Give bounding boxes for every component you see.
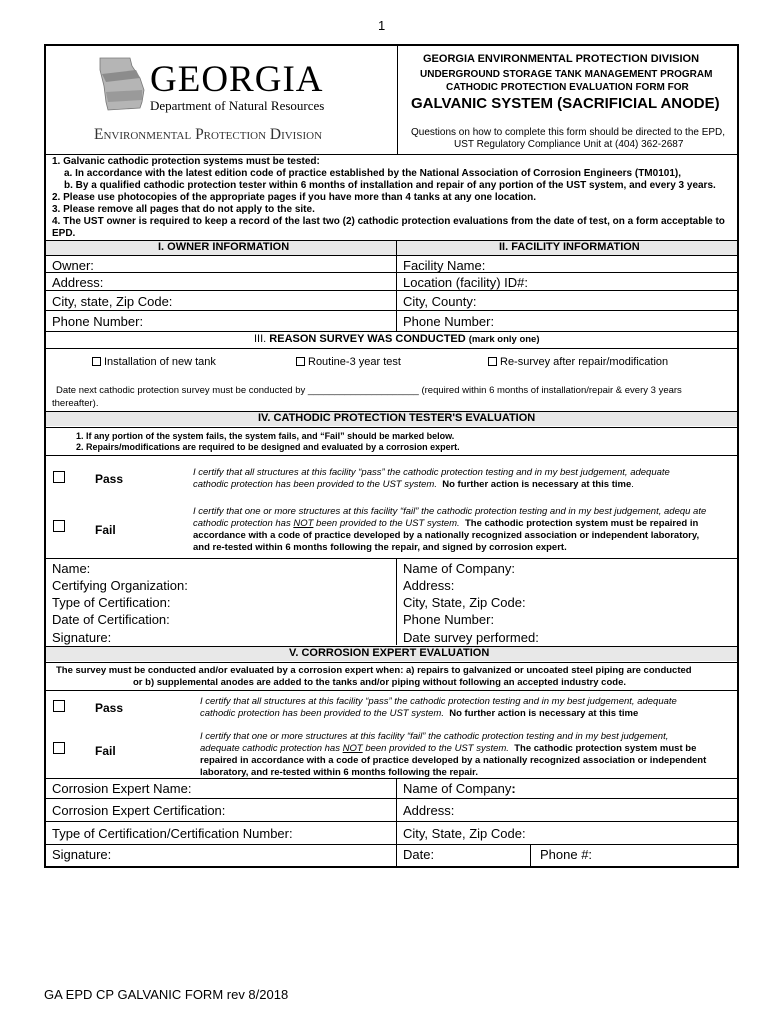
next-survey-date-line-2: thereafter). <box>52 398 99 409</box>
instruction-1: 1. Galvanic cathodic protection systems must be tested: <box>52 156 320 167</box>
owner-city-field[interactable]: City, state, Zip Code: <box>52 294 173 309</box>
instruction-1b: b. By a qualified cathodic protection tester within 6 months of installation and repair of any portion of the UST system, and every 3 years. <box>64 180 716 191</box>
tester-cert-type-field[interactable]: Type of Certification: <box>52 595 171 610</box>
tester-cert-date-field[interactable]: Date of Certification: <box>52 612 170 627</box>
tester-org-field[interactable]: Certifying Organization: <box>52 578 188 593</box>
corrosion-expert-heading: V. CORROSION EXPERT EVALUATION <box>289 647 490 659</box>
questions-line-1: Questions on how to complete this form should be directed to the EPD, <box>411 127 726 138</box>
survey-date-field[interactable]: Date survey performed: <box>403 630 539 645</box>
facility-county-field[interactable]: City, County: <box>403 294 477 309</box>
tester-note-2: 2. Repairs/modifications are required to be designed and evaluated by a corrosion expert. <box>76 442 460 452</box>
page-number: 1 <box>378 18 386 33</box>
tester-fail-checkbox[interactable] <box>53 520 65 532</box>
logo-word: GEORGIA <box>150 59 324 100</box>
expert-pass-checkbox[interactable] <box>53 700 65 712</box>
owner-info-heading: I. OWNER INFORMATION <box>158 241 290 253</box>
tester-phone-field[interactable]: Phone Number: <box>403 612 495 627</box>
agency-name: GEORGIA ENVIRONMENTAL PROTECTION DIVISION <box>423 53 700 65</box>
option-new-tank[interactable]: Installation of new tank <box>92 356 216 368</box>
expert-signature-field[interactable]: Signature: <box>52 847 112 862</box>
expert-fail-label: Fail <box>95 744 116 758</box>
tester-pass-label: Pass <box>95 472 124 486</box>
form-title: GALVANIC SYSTEM (SACRIFICIAL ANODE) <box>411 95 720 112</box>
tester-company-field[interactable]: Name of Company: <box>403 561 515 576</box>
logo-block <box>90 54 355 146</box>
tester-note-1: 1. If any portion of the system fails, the system fails, and “Fail” should be marked below. <box>76 431 455 441</box>
facility-name-field[interactable]: Facility Name: <box>403 258 486 273</box>
expert-address-field[interactable]: Address: <box>403 803 455 818</box>
instruction-4-cont: EPD. <box>52 228 76 239</box>
instruction-1a: a. In accordance with the latest edition code of practice established by the National Association of Corrosion Engineers (TM0101), <box>64 168 681 179</box>
expert-note-1: The survey must be conducted and/or evaluated by a corrosion expert when: a) repairs to galvanized or uncoated steel piping are conducted <box>56 665 692 676</box>
expert-fail-statement: I certify that one or more structures at this facility “fail” the cathodic protection testing and in my best judgement, adequate cathodic protection has NOT been provided to the UST system. The cathodic protection system must be repaired in accordance with a code of practice developed by a nationally recognized association or independent laboratory, and re-tested within 6 months following the repair. <box>200 731 707 778</box>
tester-signature-field[interactable]: Signature: <box>52 630 112 645</box>
checkbox-re-survey[interactable] <box>488 357 497 366</box>
tester-fail-statement: I certify that one or more structures at this facility “fail” the cathodic protection testing and in my best judgement, adequ ate cathodic protection has NOT been provided to the UST system. The cathodic protection system must be repaired in accordance with a code of practice developed by a nationally recognized association or independent laboratory, and re-tested within 6 months following the repair, and signed by corrosion expert. <box>193 506 707 553</box>
tester-name-field[interactable]: Name: <box>52 561 91 576</box>
owner-field[interactable]: Owner: <box>52 258 94 273</box>
questions-line-2: UST Regulatory Compliance Unit at (404) 362-2687 <box>454 139 684 150</box>
tester-fail-label: Fail <box>95 523 116 537</box>
reason-heading: III. REASON SURVEY WAS CONDUCTED (mark only one) <box>254 333 540 345</box>
expert-pass-label: Pass <box>95 701 124 715</box>
program-name: UNDERGROUND STORAGE TANK MANAGEMENT PROGRAM <box>420 69 713 80</box>
option-re-survey[interactable]: Re-survey after repair/modification <box>488 356 668 368</box>
expert-pass-statement: I certify that all structures at this facility “pass” the cathodic protection testing and in my best judgement, adequate cathodic protection has been provided to the UST system. No further action is necessary at this time <box>200 696 677 719</box>
tester-city-field[interactable]: City, State, Zip Code: <box>403 595 526 610</box>
form-name: CATHODIC PROTECTION EVALUATION FORM FOR <box>446 82 689 93</box>
form-footer: GA EPD CP GALVANIC FORM rev 8/2018 <box>44 987 289 1002</box>
instruction-2: 2. Please use photocopies of the appropriate pages if you have more than 4 tanks at any one location. <box>52 192 537 203</box>
facility-phone-field[interactable]: Phone Number: <box>403 314 495 329</box>
logo-division: Environmental Protection Division <box>94 126 323 143</box>
expert-city-field[interactable]: City, State, Zip Code: <box>403 826 526 841</box>
expert-cert-number-field[interactable]: Type of Certification/Certification Number: <box>52 826 293 841</box>
option-routine-test[interactable]: Routine-3 year test <box>296 356 401 368</box>
expert-fail-checkbox[interactable] <box>53 742 65 754</box>
facility-info-heading: II. FACILITY INFORMATION <box>499 241 640 253</box>
owner-address-field[interactable]: Address: <box>52 275 104 290</box>
expert-phone-field[interactable]: Phone #: <box>540 847 593 862</box>
tester-pass-checkbox[interactable] <box>53 471 65 483</box>
next-survey-date-line[interactable]: Date next cathodic protection survey must be conducted by _____________________ (required within 6 months of installation/repair & every 3 years <box>56 385 682 396</box>
expert-note-2: or b) supplemental anodes are added to the tanks and/or piping without following an accepted industry code. <box>133 677 626 688</box>
expert-certification-field[interactable]: Corrosion Expert Certification: <box>52 803 226 818</box>
owner-phone-field[interactable]: Phone Number: <box>52 314 144 329</box>
expert-name-field[interactable]: Corrosion Expert Name: <box>52 781 192 796</box>
instruction-4: 4. The UST owner is required to keep a record of the last two (2) cathodic protection evaluations from the date of test, on a form acceptable to <box>52 216 725 227</box>
tester-evaluation-heading: IV. CATHODIC PROTECTION TESTER'S EVALUATION <box>258 412 536 424</box>
expert-date-field[interactable]: Date: <box>403 847 435 862</box>
logo-department: Department of Natural Resources <box>150 98 325 113</box>
checkbox-new-tank[interactable] <box>92 357 101 366</box>
georgia-state-map-icon <box>96 56 148 112</box>
tester-address-field[interactable]: Address: <box>403 578 455 593</box>
checkbox-routine-test[interactable] <box>296 357 305 366</box>
facility-id-field[interactable]: Location (facility) ID#: <box>403 275 528 290</box>
instruction-3: 3. Please remove all pages that do not apply to the site. <box>52 204 315 215</box>
expert-company-field[interactable]: Name of Company: <box>403 781 516 796</box>
tester-pass-statement: I certify that all structures at this facility “pass” the cathodic protection testing and in my best judgement, adequate cathodic protection has been provided to the UST system. No further action is necessary at this time. <box>193 467 670 490</box>
